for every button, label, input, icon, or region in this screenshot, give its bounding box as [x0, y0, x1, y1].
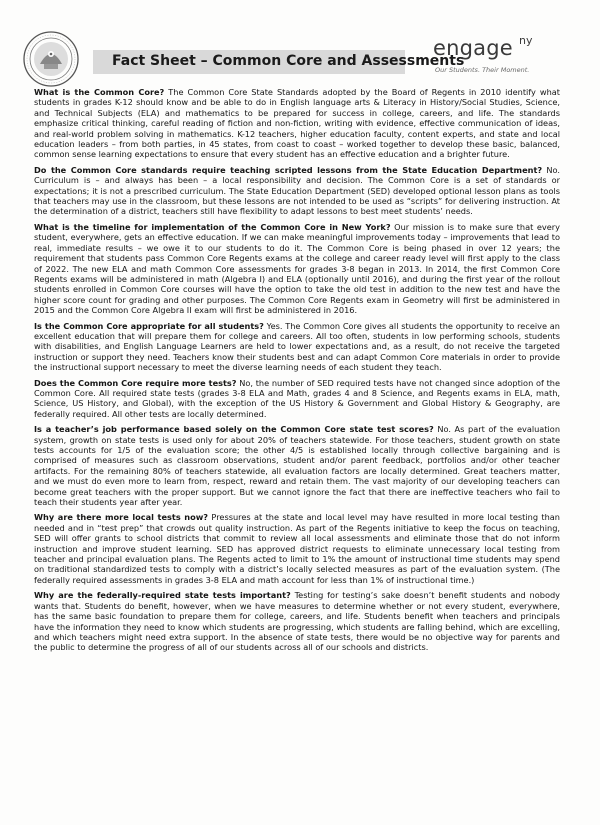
faq-section: [34, 512, 560, 585]
faq-answer: No. As part of the evaluation system, growth on state tests is used only for about 20% of teachers statewide. For those teachers, student growth on state tests accounts for 1/5 of the evaluation score; the other 4/5 is established locally through collective bargaining and is comprised of measures such as classroom observations, student and/or parent feedback, portfolios and/or other teacher artifacts. For the remaining 80% of teachers statewide, all evaluation factors are locally determined. Great teachers matter, and we must do even more to learn from, respect, reward and retain them. The vast majority of our developing teachers can become great teachers with the proper support. But we cannot ignore the fact that there are ineffective teachers who fail to teach their students year after year.: [34, 424, 561, 508]
faq-question: What is the timeline for implementation of the Common Core in New York?: [34, 221, 391, 232]
faq-question: Is the Common Core appropriate for all students?: [34, 320, 264, 331]
faq-section: [34, 222, 560, 316]
faq-question: What is the Common Core?: [34, 87, 165, 97]
faq-section: [34, 165, 560, 217]
faq-answer: No. Curriculum is – and always has been – a local responsibility and decision. The Common Core is a set of standards or expectations; it is not a prescribed curriculum. The State Education Department (SED) developed optional lesson plans as tools that teachers may use in the classroom, but these lessons are not intended to be used as “scripts” for delivering instruction. At the determination of a district, teachers still have flexibility to adapt lessons to best meet students’ needs.: [34, 164, 561, 217]
faq-section: [34, 321, 560, 373]
faq-answer: Pressures at the state and local level may have resulted in more local testing than needed and in “test prep” that crowds out quality instruction. As part of the Regents initiative to keep the focus on teaching, SED will offer grants to school districts that commit to review all local assessments and eliminate those that do not inform instruction and improve student learning. SED has approved district requests to eliminate unnecessary local testing from teacher and principal evaluation plans. The Regents acted to limit to 1% the amount of instructional time students may spend on traditional standardized tests to comply with a district’s locally selected measures as part of the evaluation system. (The federally required assessments in grades 3-8 ELA and math account for less than 1% of instructional time.): [34, 512, 560, 585]
faq-question: Why are there more local tests now?: [34, 512, 209, 523]
logo-word: engage: [433, 36, 513, 60]
state-seal-icon: [22, 30, 80, 88]
faq-answer: Our mission is to make sure that every student, everywhere, gets an effective education. If we can make meaningful improvements today – improvements that lead to real, immediate results – we owe it to our students to do it. The Common Core is being phased in over 12 years; the requirement that students pass Common Core Regents exams at the college and career ready level will first apply to the class of 2022. The new ELA and math Common Core assessments for grades 3-8 began in 2013. In 2014, the first Common Core Regents exams will be administered in math (Algebra I) and ELA (optionally until 2016), and during the first year of the rollout students enrolled in Common Core courses will have the option to take the old test in addition to the new test and have the higher score count for grading and other purposes. The Common Core Regents exam in Geometry will first be administered in 2015 and the Common Core Algebra II exam will first be administered in 2016.: [34, 221, 560, 316]
faq-question: Do the Common Core standards require teaching scripted lessons from the State Education Department?: [34, 164, 543, 175]
faq-section: [34, 378, 560, 420]
faq-content: [34, 87, 560, 658]
engageny-logo: [433, 36, 558, 86]
faq-question: Why are the federally-required state tests important?: [34, 590, 291, 601]
faq-section: [34, 87, 560, 160]
faq-question: Does the Common Core require more tests?: [34, 377, 237, 388]
page-title: Fact Sheet – Common Core and Assessments: [112, 53, 465, 69]
faq-answer: No, the number of SED required tests have not changed since adoption of the Common Core. All required state tests (grades 3-8 ELA and Math, grades 4 and 8 Science, and Regents exams in ELA, math, Science, US History, and Global), with the exception of the US History & Government and Global History & Geography, are federally required. All other tests are locally determined.: [34, 377, 561, 419]
faq-answer: The Common Core State Standards adopted by the Board of Regents in 2010 identify what students in grades K-12 should know and be able to do in English language arts & Literacy in History/Social Studies, Science, and Technical Subjects (ELA) and mathematics to be prepared for success in college, careers, and life. The standards emphasize critical thinking, careful reading of fiction and non-fiction, writing with evidence, effective communication of ideas, and real-world problem solving in mathematics. K-12 teachers, higher education faculty, content experts, and state and local education leaders – from both parties, in 45 states, from coast to coast – worked together to develop these basic, balanced, common sense learning expectations to ensure that every student has an effective education and a brighter future.: [34, 87, 560, 160]
logo-superscript: ny: [519, 34, 533, 47]
faq-section: [34, 424, 560, 507]
faq-question: Is a teacher’s job performance based solely on the Common Core state test scores?: [34, 424, 434, 435]
faq-answer: Testing for testing’s sake doesn’t benefit students and nobody wants that. Students do benefit, however, when we have measures to determine whether or not every student, everywhere, has the same basic foundation to prepare them for college, careers, and life. Students benefit when teachers and principals have the information they need to know which students are progressing, which students are falling behind, which are excelling, and which teachers might need extra support. In the absence of state tests, there would be no objective way for parents and the public to determine the progress of all of our students across all of our schools and districts.: [34, 590, 560, 653]
faq-section: [34, 590, 560, 652]
logo-tagline: Our Students. Their Moment.: [435, 66, 530, 74]
faq-answer: Yes. The Common Core gives all students the opportunity to receive an excellent education that will prepare them for college and careers. All too often, students in low performing schools, students with disabilities, and English Language Learners are held to lower expectations and, as a result, do not receive the targeted instruction or support they need. Teachers know their students best and can adapt Common Core materials in order to provide the instructional support necessary to meet the diverse learning needs of each student they teach.: [34, 320, 560, 373]
